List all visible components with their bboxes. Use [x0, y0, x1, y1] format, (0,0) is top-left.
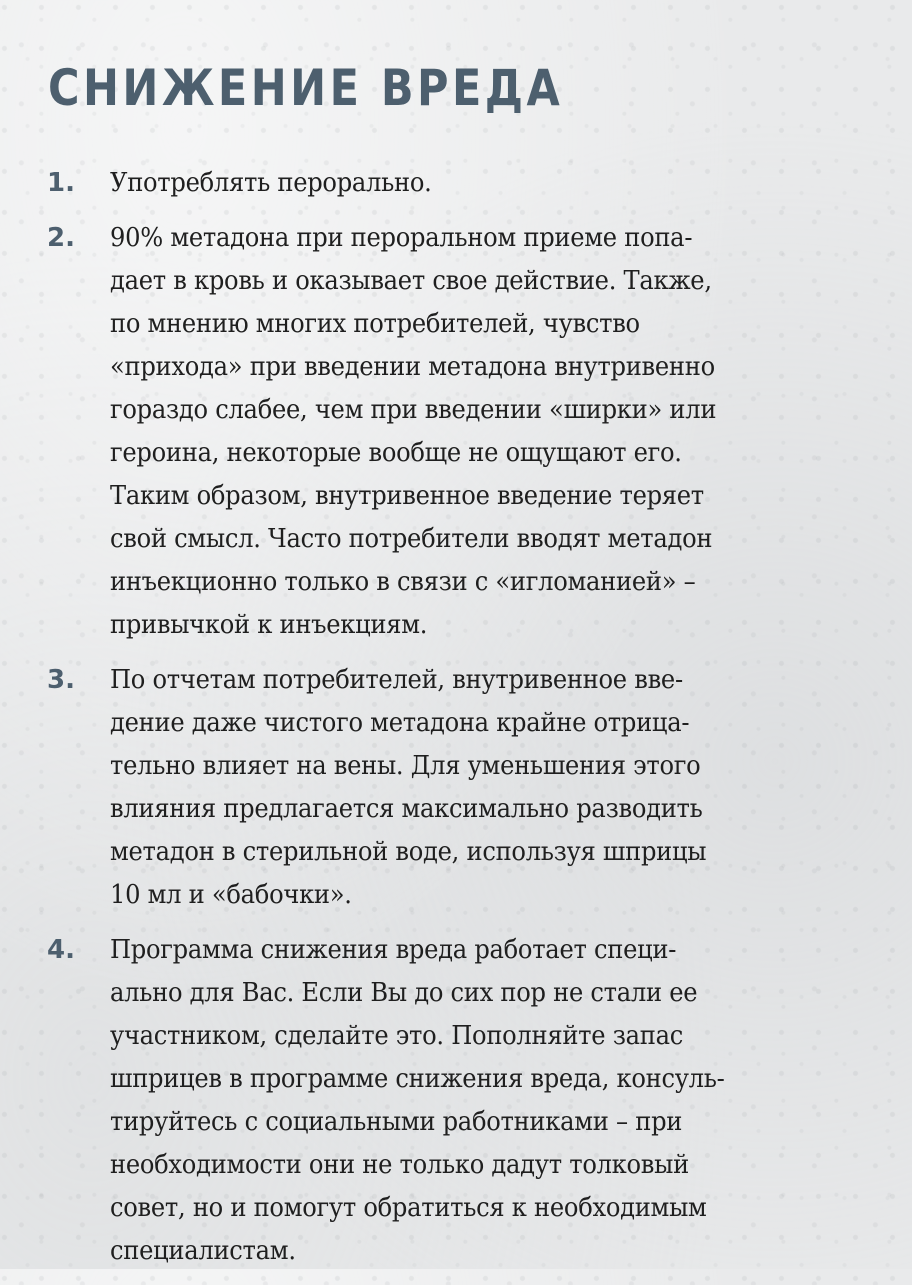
text-line: шприцев в программе снижения вреда, консуль- [110, 1064, 725, 1094]
text-line: «прихода» при введении метадона внутривенно [110, 352, 715, 382]
text-line: привычкой к инъекциям. [110, 610, 428, 640]
list-item [0, 217, 912, 647]
text-line: совет, но и помогут обратиться к необходимым [110, 1193, 707, 1223]
text-line: инъекционно только в связи с «игломанией» – [110, 567, 696, 597]
list-item-number: 3. [47, 665, 75, 695]
text-line: гораздо слабее, чем при введении «ширки» или [110, 395, 717, 425]
list-item [0, 659, 912, 917]
text-line: по мнению многих потребителей, чувство [110, 309, 640, 339]
text-line: Программа снижения вреда работает специ- [110, 935, 677, 965]
list-item-number: 1. [47, 168, 75, 198]
text-line: необходимости они не только дадут толковый [110, 1150, 689, 1180]
text-line: влияния предлагается максимально разводить [110, 794, 703, 824]
list-item-text [110, 929, 850, 1273]
text-line: специалистам. [110, 1236, 296, 1266]
text-line: тельно влияет на вены. Для уменьшения этого [110, 751, 701, 781]
text-line: метадон в стерильной воде, используя шприцы [110, 837, 707, 867]
text-line: 10 мл и «бабочки». [110, 880, 352, 910]
list-item [0, 162, 912, 205]
text-line: ально для Вас. Если Вы до сих пор не стали ее [110, 978, 698, 1008]
numbered-list [0, 162, 912, 1285]
text-line: героина, некоторые вообще не ощущают его. [110, 438, 682, 468]
list-item-number: 4. [47, 935, 75, 965]
list-item-number: 2. [47, 223, 75, 253]
page-title: СНИЖЕНИЕ ВРЕДА [48, 59, 564, 117]
text-line: 90% метадона при пероральном приеме попа- [110, 223, 693, 253]
text-line: Употреблять перорально. [110, 168, 432, 198]
text-line: Таким образом, внутривенное введение теряет [110, 481, 704, 511]
list-item-text [110, 659, 850, 917]
text-line: участником, сделайте это. Пополняйте запас [110, 1021, 683, 1051]
list-item-text [110, 162, 850, 205]
text-line: дает в кровь и оказывает свое действие. Также, [110, 266, 712, 296]
list-item [0, 929, 912, 1273]
list-item-text [110, 217, 850, 647]
text-line: дение даже чистого метадона крайне отрица- [110, 708, 690, 738]
text-line: По отчетам потребителей, внутривенное вве- [110, 665, 683, 695]
text-line: свой смысл. Часто потребители вводят метадон [110, 524, 713, 554]
text-line: тируйтесь с социальными работниками – при [110, 1107, 683, 1137]
